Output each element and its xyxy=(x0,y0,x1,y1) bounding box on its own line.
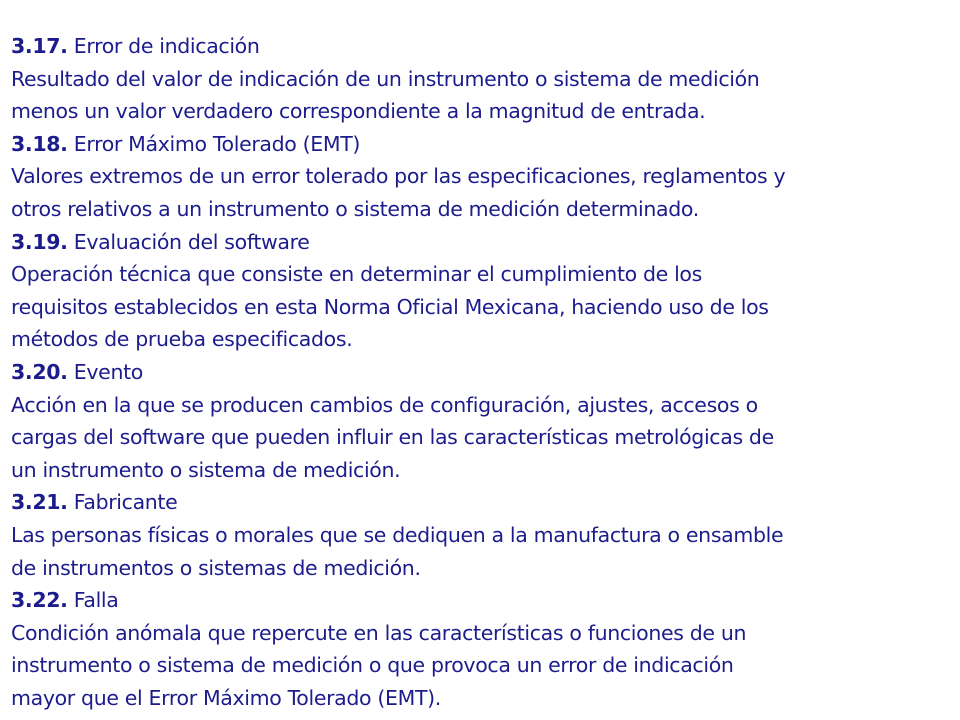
definition-term: Error Máximo Tolerado (EMT) xyxy=(73,131,361,156)
definition-text-line: menos un valor verdadero correspondiente a la magnitud de entrada. xyxy=(11,99,706,124)
definition-text-line: Valores extremos de un error tolerado por las especificaciones, reglamentos y xyxy=(11,164,786,189)
definition-number: 3.20. xyxy=(11,359,68,384)
definition-heading xyxy=(11,584,951,617)
definition-3-22 xyxy=(11,584,951,714)
definition-text-line: mayor que el Error Máximo Tolerado (EMT). xyxy=(11,685,441,710)
definition-text-line: un instrumento o sistema de medición. xyxy=(11,457,401,482)
definition-text-line: Acción en la que se producen cambios de configuración, ajustes, accesos o xyxy=(11,392,758,417)
definition-text-line: instrumento o sistema de medición o que provoca un error de indicación xyxy=(11,653,734,678)
definition-heading xyxy=(11,128,951,161)
definition-term: Evento xyxy=(73,359,143,384)
definition-3-19 xyxy=(11,226,951,356)
definition-text-line: métodos de prueba especificados. xyxy=(11,327,353,352)
definition-heading xyxy=(11,356,951,389)
definition-number: 3.22. xyxy=(11,588,68,613)
definition-3-20 xyxy=(11,356,951,486)
definition-3-17 xyxy=(11,30,951,128)
definition-heading xyxy=(11,30,951,63)
definition-text-line: Operación técnica que consiste en determinar el cumplimiento de los xyxy=(11,262,702,287)
definition-text-line: Las personas físicas o morales que se dediquen a la manufactura o ensamble xyxy=(11,522,784,547)
definition-text-line: Condición anómala que repercute en las características o funciones de un xyxy=(11,620,747,645)
definition-term: Falla xyxy=(73,588,119,613)
definition-3-21 xyxy=(11,486,951,584)
definition-text-line: de instrumentos o sistemas de medición. xyxy=(11,555,421,580)
definition-number: 3.19. xyxy=(11,229,68,254)
definition-term: Fabricante xyxy=(73,490,178,515)
definition-number: 3.18. xyxy=(11,131,68,156)
definition-term: Error de indicación xyxy=(73,34,260,58)
definition-heading xyxy=(11,486,951,519)
definition-3-18 xyxy=(11,128,951,226)
definition-term: Evaluación del software xyxy=(73,229,310,254)
definition-text-line: requisitos establecidos en esta Norma Oficial Mexicana, haciendo uso de los xyxy=(11,294,769,319)
definition-text-line: Resultado del valor de indicación de un instrumento o sistema de medición xyxy=(11,66,760,91)
definitions-document xyxy=(11,30,951,714)
definition-heading xyxy=(11,226,951,259)
definition-text-line: otros relativos a un instrumento o sistema de medición determinado. xyxy=(11,196,699,221)
definition-text-line: cargas del software que pueden influir en las características metrológicas de xyxy=(11,425,774,450)
definition-number: 3.17. xyxy=(11,34,68,58)
definition-number: 3.21. xyxy=(11,490,68,515)
